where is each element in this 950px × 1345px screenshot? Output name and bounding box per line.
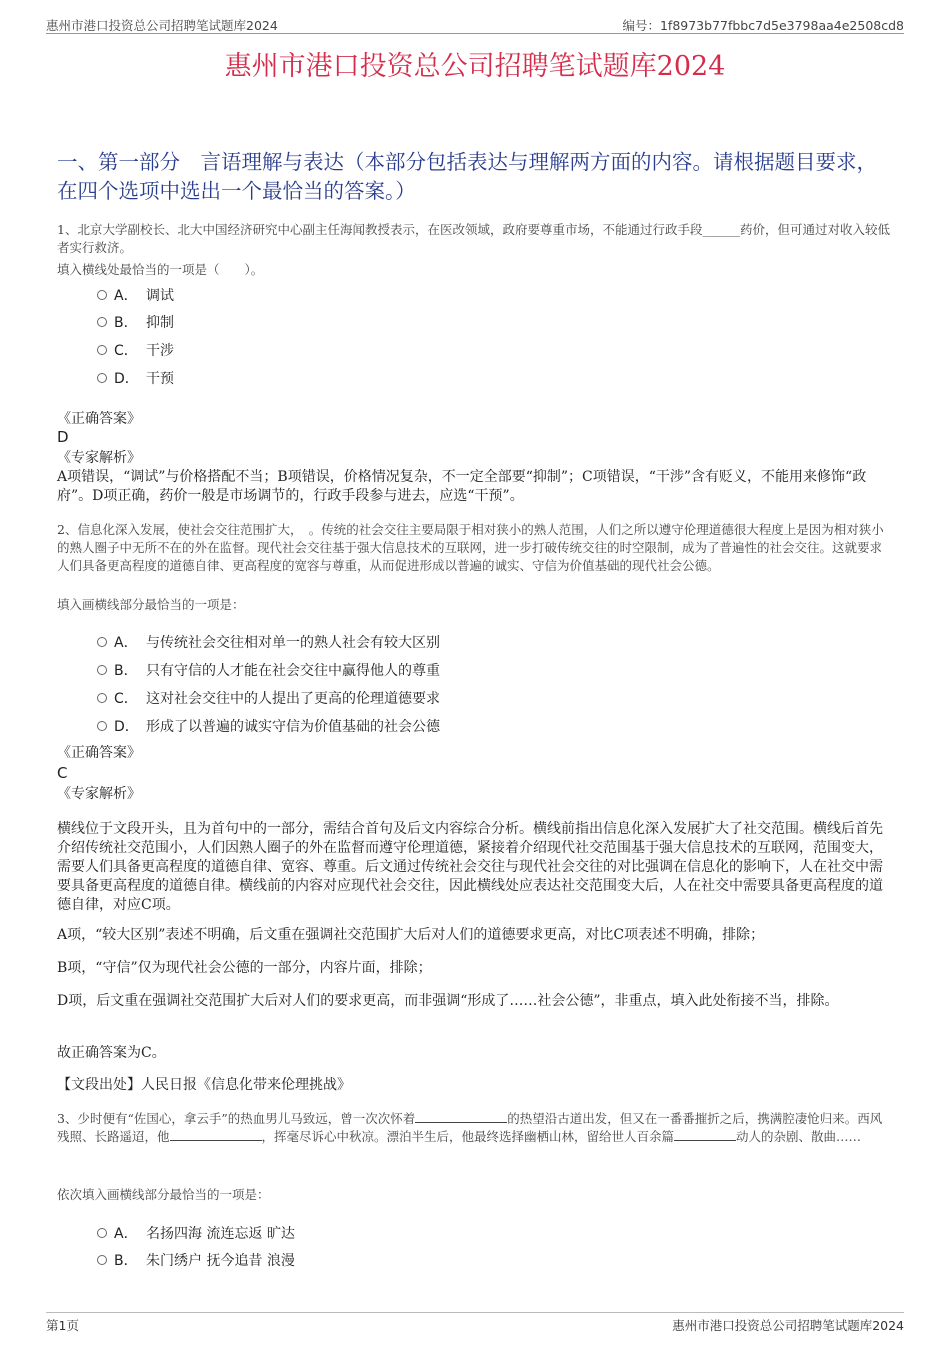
q3-option-b[interactable]: B． 朱门绣户 抚今追昔 浪漫 [97, 1250, 295, 1270]
q2-option-d[interactable]: D． 形成了以普遍的诚实守信为价值基础的社会公德 [97, 716, 440, 736]
q3-prompt: 依次填入画横线部分最恰当的一项是： [57, 1187, 270, 1202]
q1-analysis: A项错误，“调试”与价格搭配不当；B项错误，价格情况复杂，不一定全部要“抑制”；C项错误，“干涉”含有贬义，不能用来修饰“政府”。D项正确，药价一般是市场调节的，行政手段参与进去，应选“干预”。 [57, 469, 867, 504]
q1-prompt: 填入横线处最恰当的一项是（ ）。 [57, 262, 264, 277]
q2-option-b[interactable]: B． 只有守信的人才能在社会交往中赢得他人的尊重 [97, 660, 440, 680]
q1-answer-label: 《正确答案》 [57, 411, 141, 427]
radio-icon[interactable] [97, 1255, 107, 1265]
q1-option-b[interactable]: B． 抑制 [97, 312, 174, 332]
footer-divider [46, 1312, 904, 1313]
q2-analysis-p4: D项，后文重在强调社交范围扩大后对人们的要求更高，而非强调“形成了……社会公德”，非重点，填入此处衔接不当，排除。 [57, 993, 839, 1009]
q2-prompt: 填入画横线部分最恰当的一项是： [57, 597, 245, 612]
q2-analysis-p3: B项，“守信”仅为现代社会公德的一部分，内容片面，排除； [57, 960, 432, 976]
q2-analysis-p5: 故正确答案为C。 [57, 1045, 166, 1061]
header-divider [46, 33, 904, 34]
blank [674, 1128, 736, 1141]
q2-option-c[interactable]: C． 这对社会交往中的人提出了更高的伦理道德要求 [97, 688, 440, 708]
radio-icon[interactable] [97, 1228, 107, 1238]
q1-answer: D [57, 428, 69, 446]
q2-analysis-p2: A项，“较大区别”表述不明确，后文重在强调社交范围扩大后对人们的道德要求更高，对比C项表述不明确，排除； [57, 927, 765, 943]
footer-doc-title: 惠州市港口投资总公司招聘笔试题库2024 [672, 1318, 904, 1333]
section-heading: 一、第一部分 言语理解与表达（本部分包括表达与理解两方面的内容。请根据题目要求，在四个选项中选出一个最恰当的答案。） [57, 150, 877, 203]
blank [170, 1128, 262, 1141]
radio-icon[interactable] [97, 665, 107, 675]
footer-page-number: 第1页 [46, 1318, 79, 1333]
q1-option-d[interactable]: D． 干预 [97, 368, 174, 388]
q2-answer: C [57, 764, 68, 782]
radio-icon[interactable] [97, 345, 107, 355]
blank [415, 1110, 507, 1123]
q2-option-a[interactable]: A． 与传统社会交往相对单一的熟人社会有较大区别 [97, 632, 440, 652]
q2-source: 【文段出处】人民日报《信息化带来伦理挑战》 [57, 1077, 351, 1093]
q1-analysis-label: 《专家解析》 [57, 450, 141, 466]
radio-icon[interactable] [97, 290, 107, 300]
q1-option-a[interactable]: A． 调试 [97, 285, 174, 305]
q2-answer-label: 《正确答案》 [57, 745, 141, 761]
q1-stem: 1、北京大学副校长、北大中国经济研究中心副主任海闻教授表示，在医改领域，政府要尊重市场，不能通过行政手段______药价，但可通过对收入较低者实行救济。 [57, 222, 890, 255]
radio-icon[interactable] [97, 317, 107, 327]
q2-analysis-label: 《专家解析》 [57, 786, 141, 802]
radio-icon[interactable] [97, 637, 107, 647]
q3-option-a[interactable]: A． 名扬四海 流连忘返 旷达 [97, 1223, 295, 1243]
header-doc-title: 惠州市港口投资总公司招聘笔试题库2024 [46, 18, 278, 33]
radio-icon[interactable] [97, 373, 107, 383]
header-doc-code: 编号：1f8973b77fbbc7d5e3798aa4e2508cd8 [622, 18, 904, 33]
radio-icon[interactable] [97, 721, 107, 731]
q2-stem: 2、信息化深入发展，使社会交往范围扩大， 。传统的社会交往主要局限于相对狭小的熟人范围，人们之所以遵守伦理道德很大程度上是因为相对狭小的熟人圈子中无所不在的外在监督。现代社会交往基于强大信息技术的互联网，进一步打破传统交往的时空限制，成为了普遍性的社会交往。这就要求人们具备更高程度的道德自律、更高程度的宽容与尊重，从而促进形成以普遍的诚实、守信为价值基础的现代社会公德。 [57, 522, 884, 573]
q1-option-c[interactable]: C． 干涉 [97, 340, 174, 360]
q3-stem: 3、少时便有“佐国心，拿云手”的热血男儿马致远，曾一次次怀着 的热望沿古道出发，但又在一番番摧折之后，携满腔凄怆归来。西风残照、长路遥迢，他 ，挥毫尽诉心中秋凉。漂泊半生后，他最终选择幽栖山林，留给世人百余篇 动人的杂剧、散曲…… [57, 1111, 883, 1144]
page-title: 惠州市港口投资总公司招聘笔试题库2024 [224, 51, 726, 82]
radio-icon[interactable] [97, 693, 107, 703]
q2-analysis-p1: 横线位于文段开头，且为首句中的一部分，需结合首句及后文内容综合分析。横线前指出信息化深入发展扩大了社交范围。横线后首先介绍传统社交范围小，人们因熟人圈子的外在监督而遵守伦理道德，紧接着介绍现代社交范围基于强大信息技术的互联网，范围变大，需要人们具备更高程度的道德自律、宽容、尊重。后文通过传统社会交往与现代社会交往的对比强调在信息化的影响下，人在社交中需要具备更高程度的道德自律。横线前的内容对应现代社会交往，因此横线处应表达社交范围变大后，人在社交中需要具备更高程度的道德自律，对应C项。 [57, 821, 883, 913]
